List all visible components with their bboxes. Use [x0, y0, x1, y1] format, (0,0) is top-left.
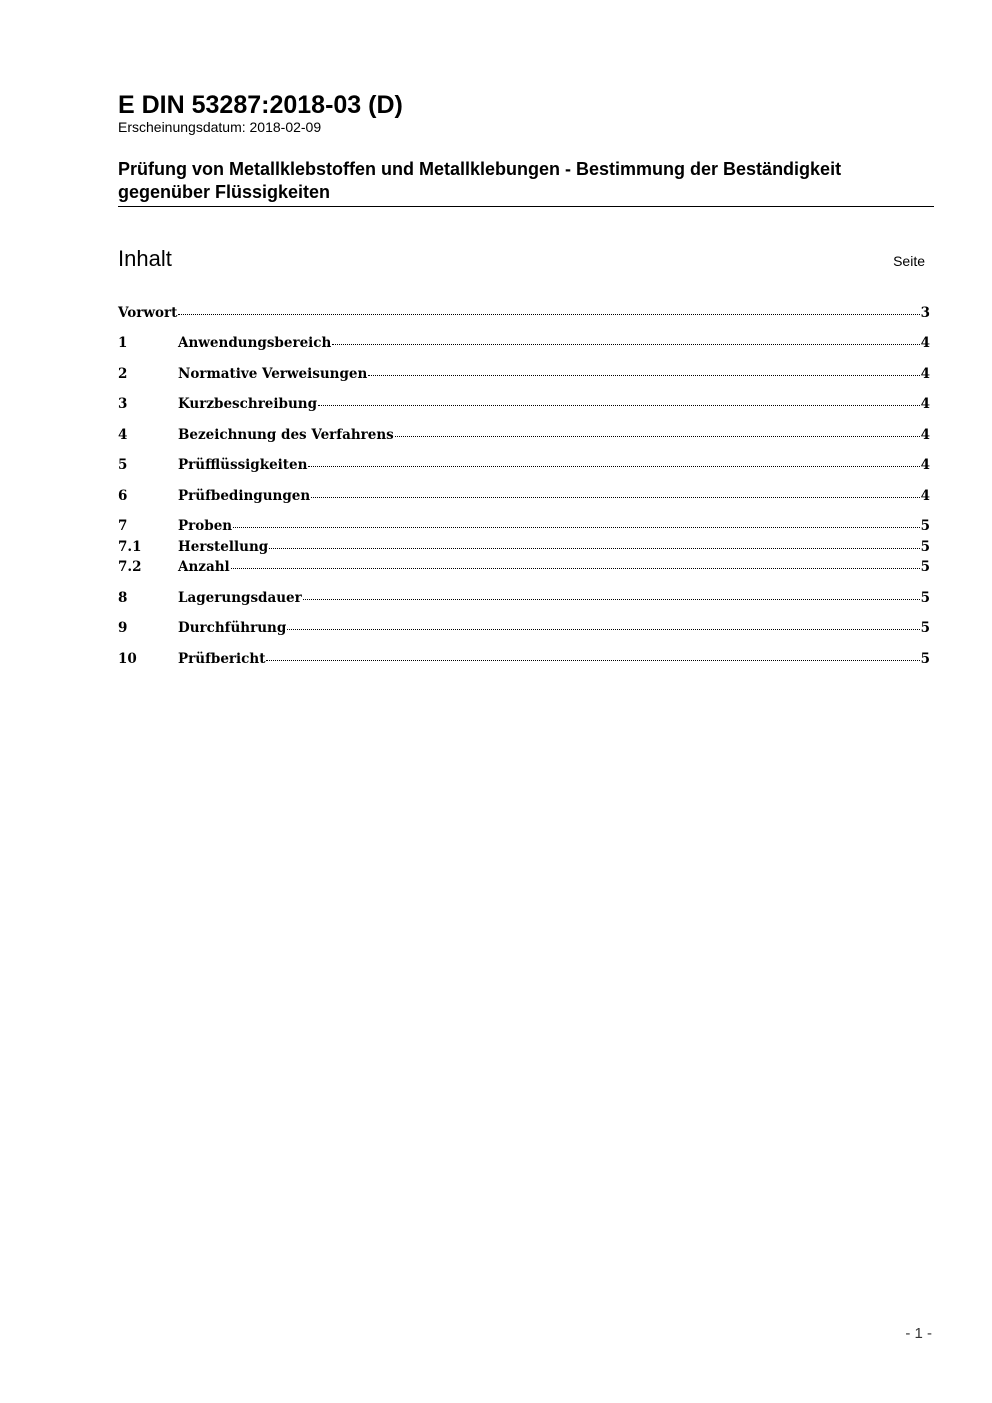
toc-dot-leader [303, 599, 920, 600]
toc-entry-title: Herstellung [178, 539, 269, 555]
toc-dot-leader [332, 344, 919, 345]
toc-entry-7-1[interactable] [118, 538, 930, 556]
toc-entry-page: 5 [920, 651, 930, 667]
publication-date: Erscheinungsdatum: 2018-02-09 [118, 119, 322, 135]
toc-entry-1[interactable] [118, 334, 930, 352]
toc-entry-2[interactable] [118, 365, 930, 383]
toc-entry-7-2[interactable] [118, 558, 930, 576]
toc-entry-number: 2 [118, 366, 128, 382]
toc-entry-page: 3 [920, 305, 930, 321]
toc-entry-page: 4 [920, 488, 930, 504]
toc-entry-vorwort[interactable] [118, 304, 930, 322]
toc-entry-title: Prüfflüssigkeiten [178, 457, 308, 473]
toc-entry-7[interactable] [118, 517, 930, 535]
toc-entry-page: 4 [920, 366, 930, 382]
toc-entry-number: 6 [118, 488, 128, 504]
toc-dot-leader [395, 436, 920, 437]
toc-dot-leader [269, 548, 919, 549]
toc-heading: Inhalt [118, 246, 172, 271]
toc-entry-6[interactable] [118, 487, 930, 505]
toc-entry-page: 4 [920, 427, 930, 443]
toc-entry-page: 4 [920, 335, 930, 351]
toc-dot-leader [233, 527, 919, 528]
toc-entry-page: 5 [920, 590, 930, 606]
toc-entry-number: 7.2 [118, 559, 142, 575]
toc-entry-number: 7 [118, 518, 128, 534]
toc-dot-leader [178, 314, 919, 315]
document-code: E DIN 53287:2018-03 (D) [118, 91, 403, 119]
toc-entry-title: Vorwort [118, 305, 178, 321]
toc-entry-title: Normative Verweisungen [178, 366, 368, 382]
toc-entry-number: 7.1 [118, 539, 142, 555]
toc-entry-10[interactable] [118, 650, 930, 668]
toc-entry-title: Lagerungsdauer [178, 590, 302, 606]
toc-entry-number: 4 [118, 427, 128, 443]
toc-entry-title: Proben [178, 518, 233, 534]
toc-entry-9[interactable] [118, 619, 930, 637]
toc-entry-number: 8 [118, 590, 128, 606]
toc-entry-3[interactable] [118, 395, 930, 413]
toc-entry-number: 9 [118, 620, 128, 636]
toc-entry-title: Anzahl [178, 559, 230, 575]
toc-entry-title: Prüfbericht [178, 651, 266, 667]
toc-entry-number: 10 [118, 651, 137, 667]
toc-entry-title: Durchführung [178, 620, 287, 636]
toc-entry-title: Prüfbedingungen [178, 488, 311, 504]
document-title: Prüfung von Metallklebstoffen und Metallklebungen - Bestimmung der Beständigkeit gegenüber Flüssigkeiten [118, 158, 934, 207]
toc-entry-number: 1 [118, 335, 128, 351]
toc-entry-page: 4 [920, 457, 930, 473]
toc-entry-number: 3 [118, 396, 128, 412]
toc-entry-page: 5 [920, 559, 930, 575]
toc-dot-leader [318, 405, 920, 406]
toc-entry-page: 5 [920, 620, 930, 636]
toc-entry-page: 5 [920, 539, 930, 555]
toc-entry-page: 5 [920, 518, 930, 534]
toc-entry-title: Kurzbeschreibung [178, 396, 318, 412]
toc-dot-leader [308, 466, 919, 467]
toc-dot-leader [311, 497, 919, 498]
toc-entry-number: 5 [118, 457, 128, 473]
toc-dot-leader [266, 660, 919, 661]
toc-entry-title: Anwendungsbereich [178, 335, 332, 351]
toc-dot-leader [368, 375, 919, 376]
toc-entry-5[interactable] [118, 456, 930, 474]
toc-dot-leader [231, 568, 920, 569]
toc-entry-8[interactable] [118, 589, 930, 607]
toc-dot-leader [287, 629, 919, 630]
toc-entry-4[interactable] [118, 426, 930, 444]
toc-entry-title: Bezeichnung des Verfahrens [178, 427, 394, 443]
toc-page-heading: Seite [893, 253, 925, 269]
footer-page-number: - 1 - [905, 1325, 932, 1342]
toc-entry-page: 4 [920, 396, 930, 412]
